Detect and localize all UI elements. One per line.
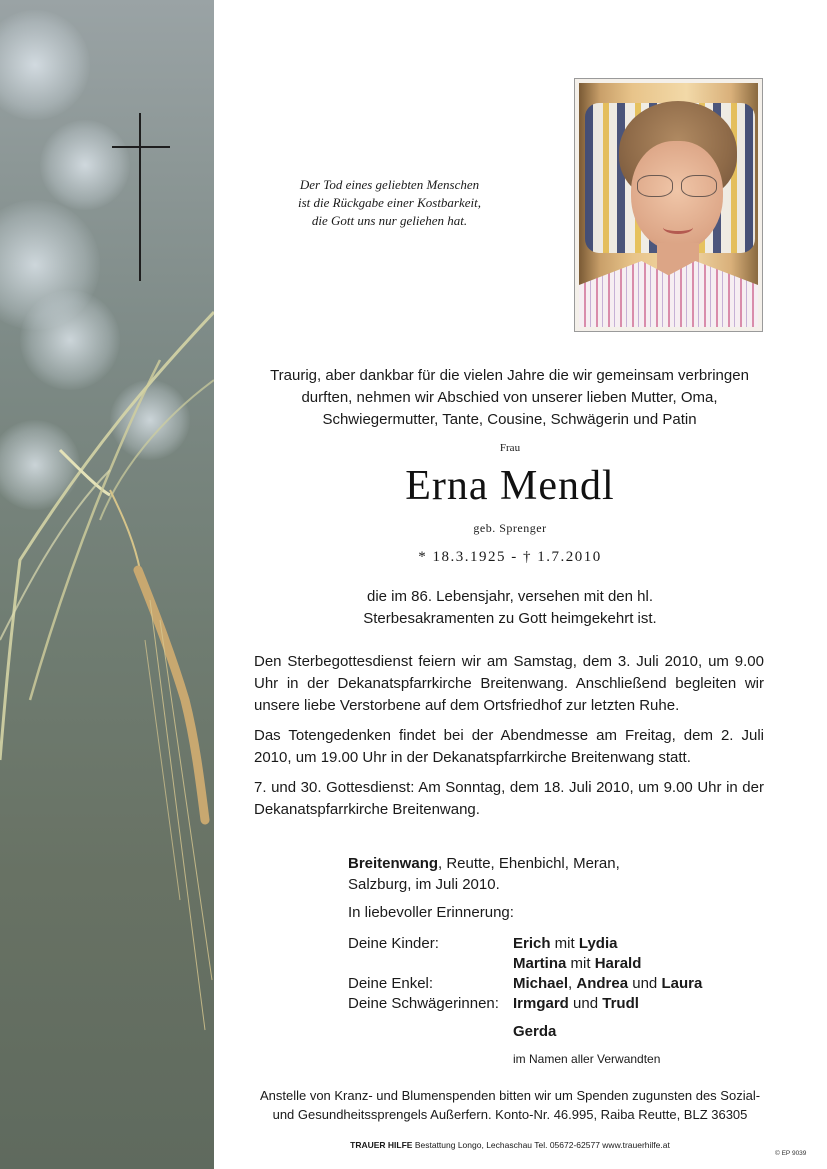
family-name: Martina xyxy=(513,955,567,972)
family-connector: mit xyxy=(550,935,579,952)
title-frau: Frau xyxy=(499,442,521,454)
quote xyxy=(262,176,517,230)
sacrament-line: Sterbesakramenten zu Gott heimgekehrt ist. xyxy=(363,610,657,627)
cross-icon xyxy=(112,113,170,281)
family-name: Erich xyxy=(513,935,551,952)
service-details xyxy=(254,651,764,829)
family-row xyxy=(348,954,768,974)
grandchildren-label: Deine Enkel: xyxy=(348,975,434,992)
place-rest: , Reutte, Ehenbichl, Meran, xyxy=(438,855,620,872)
family-connector: , xyxy=(568,975,577,992)
family-connector: und xyxy=(628,975,662,992)
donation-line: Anstelle von Kranz- und Blumenspenden bitten wir um Spenden zugunsten des Sozial- xyxy=(259,1088,761,1103)
place-date xyxy=(348,853,648,895)
family-row xyxy=(348,1022,768,1042)
donation-line: und Gesundheitssprengels Außerfern. Konto-Nr. 46.995, Raiba Reutte, BLZ 36305 xyxy=(272,1107,748,1122)
intro-line: durften, nehmen wir Abschied von unserer lieben Mutter, Oma, xyxy=(301,389,718,406)
portrait-photo xyxy=(574,78,763,332)
sacrament-line: die im 86. Lebensjahr, versehen mit den hl. xyxy=(366,588,653,605)
intro-text xyxy=(252,365,767,431)
funeral-service-paragraph: Den Sterbegottesdienst feiern wir am Samstag, dem 3. Juli 2010, um 9.00 Uhr in der Dekanatspfarrkirche Breitenwang. Anschließend begleiten wir unsere liebe Verstorbene auf dem Ortsfriedhof zur letzten Ruhe. xyxy=(254,653,764,714)
deceased-name: Erna Mendl xyxy=(405,463,615,509)
intro-line: Traurig, aber dankbar für die vielen Jahre die wir gemeinsam verbringen xyxy=(270,367,749,384)
quote-line: ist die Rückgabe einer Kostbarkeit, xyxy=(297,195,482,210)
wheat-photo-strip xyxy=(0,0,214,1169)
family-name: Andrea xyxy=(576,975,629,992)
family-name: Laura xyxy=(661,975,703,992)
family-name: Trudl xyxy=(602,995,639,1012)
donation-notice xyxy=(240,1086,780,1124)
family-connector: mit xyxy=(566,955,595,972)
family-name: Gerda xyxy=(513,1023,557,1040)
memorial-paragraph: Das Totengedenken findet bei der Abendmesse am Freitag, dem 2. Juli 2010, um 19.00 Uhr in der Dekanatspfarrkirche Breitenwang statt. xyxy=(254,727,764,766)
place-main: Breitenwang xyxy=(348,855,439,872)
sacrament-text xyxy=(300,586,720,630)
copyright-code: © EP 9039 xyxy=(775,1150,807,1157)
quote-line: die Gott uns nur geliehen hat. xyxy=(311,213,468,228)
family-name: Michael xyxy=(513,975,569,992)
wheat-stalk-illustration xyxy=(0,0,214,1169)
footer-text: Bestattung Longo, Lechaschau Tel. 05672-62577 www.trauerhilfe.at xyxy=(412,1140,670,1150)
masses-paragraph: 7. und 30. Gottesdienst: Am Sonntag, dem 18. Juli 2010, um 9.00 Uhr in der Dekanatspfarrkirche Breitenwang. xyxy=(254,779,764,818)
life-dates: * 18.3.1925 - † 1.7.2010 xyxy=(418,549,602,565)
on-behalf-text: im Namen aller Verwandten xyxy=(513,1052,661,1066)
maiden-name: geb. Sprenger xyxy=(473,521,547,535)
family-name: Irmgard xyxy=(513,995,569,1012)
place-line: Salzburg, im Juli 2010. xyxy=(348,876,500,893)
family-name: Lydia xyxy=(578,935,618,952)
family-connector: und xyxy=(568,995,603,1012)
remembrance-heading: In liebevoller Erinnerung: xyxy=(348,904,514,921)
children-label: Deine Kinder: xyxy=(348,935,439,952)
family-name: Harald xyxy=(594,955,642,972)
family-row xyxy=(348,934,768,954)
intro-line: Schwiegermutter, Tante, Cousine, Schwägerin und Patin xyxy=(322,411,697,428)
sisters-in-law-label: Deine Schwägerinnen: xyxy=(348,995,499,1012)
quote-line: Der Tod eines geliebten Menschen xyxy=(299,177,480,192)
family-list xyxy=(348,934,768,1042)
footer-brand: TRAUER HILFE xyxy=(350,1140,413,1150)
footer-imprint xyxy=(250,1140,770,1150)
family-row xyxy=(348,994,768,1014)
family-row xyxy=(348,974,768,994)
